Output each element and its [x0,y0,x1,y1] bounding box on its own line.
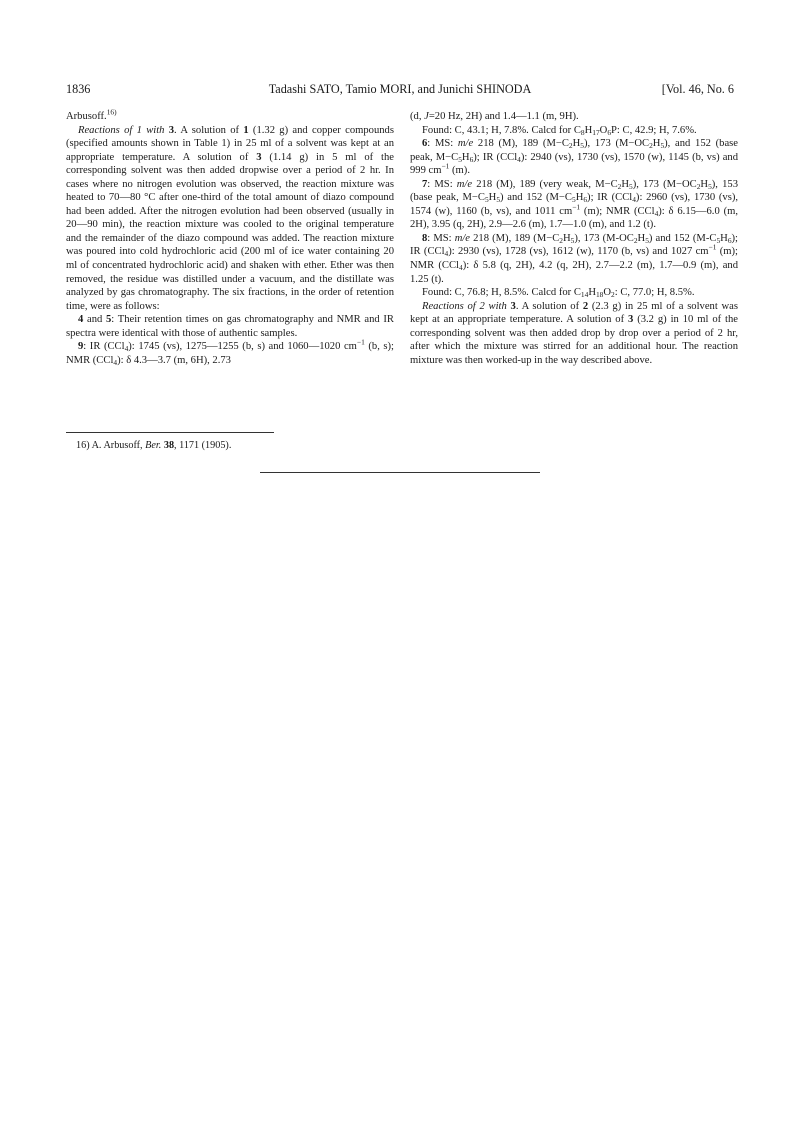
paragraph-compounds-4-5: 4 and 5: Their retention times on gas chromatography and NMR and IR spectra were identical with those of authentic samples. [66,314,394,339]
running-header-authors: Tadashi SATO, Tamio MORI, and Junichi SHINODA [268,82,532,96]
paragraph-compound-9-continued: (d, J=20 Hz, 2H) and 1.4—1.1 (m, 9H). [410,111,579,122]
page-number: 1836 [66,82,91,96]
paragraph-reactions-1-with-3: Reactions of 1 with 3. A solution of 1 (1.32 g) and copper compounds (specified amounts shown in Table 1) in 25 ml of a solvent was kept at an appropriate temperature. A solution of 3 (1.14 g) in 5 ml of the corresponding solvent was then added dropwise over a period of 2 hr. In cases where no nitrogen evolution was observed, the reaction mixture was heated to 70—80 °C after one-third of the total amount of diazo compound had been added. After the nitrogen evolution had been observed (usually in 20—90 min), the reaction mixture was cooled to the original temperature and the remainder of the diazo compound was added. The reaction mixture was poured into cold hydrochloric acid (200 ml of ice water containing 20 ml of concentrated hydrochloric acid) and shaken with ether. Ether was then removed, the residue was distilled under a vacuum, and the distillate was analyzed by gas chromatography. The six fractions, in the order of retention time, were as follows: [66,124,394,312]
right-column [410,110,738,367]
running-header [66,82,734,98]
paragraph-found-9: Found: C, 43.1; H, 7.8%. Calcd for $C_8H_{17}O_6P$: C, 42.9; H, 7.6%. [422,124,697,137]
paragraph-compound-6: 6: MS: m/e 218 (M), 189 $(M-C_2H_5)$, 173 $(M-OC_2H_5)$, and 152 (base peak, $M-C_5H_6$); IR (CCl$_4$): 2940 (vs), 1730 (vs), 1570 (w), 1145 (b, vs) and 999 $cm^{-1}$ (m). [410,138,738,177]
paragraph-found-8: Found: C, 76.8; H, 8.5%. Calcd for $C_{14}H_{18}O_2$: C, 77.0; H, 8.5%. [422,287,695,300]
paragraph-reactions-2-with-3: Reactions of 2 with 3. A solution of 2 (2.3 g) in 25 ml of a solvent was kept at an appropriate temperature. A solution of 3 (3.2 g) in 10 ml of the corresponding solvent was then added drop by drop over a period of 2 hr, after which the mixture was stirred for an additional hour. The reaction mixture was then worked-up in the way described above. [410,300,739,366]
paragraph-arbusoff-tail: Arbusoff.$^{16)}$ [66,107,117,122]
footnote-16: 16) A. Arbusoff, Ber. 38, 1171 (1905). [76,440,232,451]
paragraph-compound-8: 8: MS: m/e 218 (M), 189 $(M-C_2H_5)$, 173 $(M-OC_2H_5)$ and 152 $(M-C_5H_6)$; IR (CCl$_4$): 2930 (vs), 1728 (vs), 1612 (w), 1170 (b, vs) and 1027 $cm^{-1}$ (m); NMR (CCl$_4$): δ 5.8 (q, 2H), 4.2 (q, 2H), 2.7—2.2 (m), 1.7—0.9 (m), and 1.25 (t). [410,232,739,285]
footnote-divider [66,432,274,433]
paragraph-compound-7: 7: MS: m/e 218 (M), 189 (very weak, $M-C_2H_5$), 173 $(M-OC_2H_5)$, 153 (base peak, $M-C_5H_5$) and 152 $(M-C_5H_6)$; IR (CCl$_4$): 2960 (vs), 1730 (vs), 1574 (w), 1160 (b, vs), and 1011 $cm^{-1}$ (m); NMR (CCl$_4$): δ 6.15—6.0 (m, 2H), 3.95 (q, 2H), 2.9—2.6 (m), 1.7—1.0 (m), and 1.2 (t). [410,178,739,231]
section-end-divider [260,472,540,473]
volume-issue: [Vol. 46, No. 6 [661,82,734,96]
paragraph-compound-9: 9: IR (CCl$_4$): 1745 (vs), 1275—1255 (b, s) and 1060—1020 $cm^{-1}$ (b, s); NMR (CCl$_4$): δ 4.3—3.7 (m, 6H), 2.73 [66,337,394,367]
left-column [66,107,394,367]
